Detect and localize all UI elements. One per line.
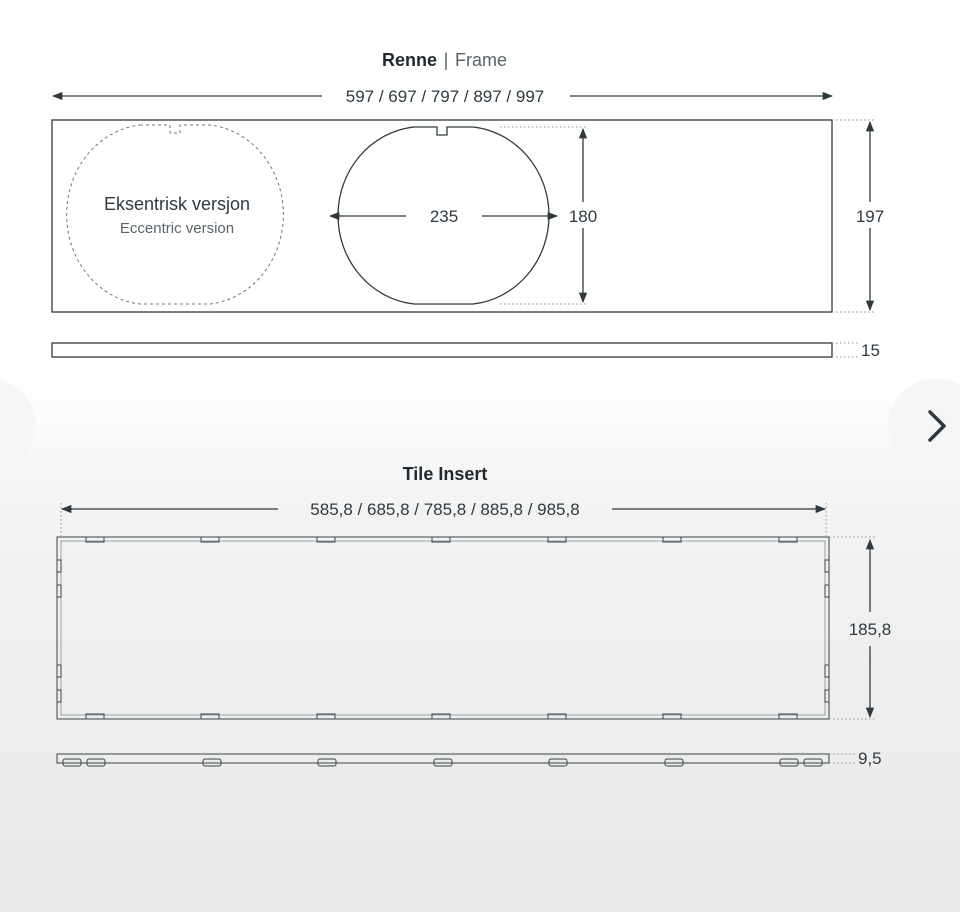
frame-title xyxy=(382,50,507,70)
insert-side-clip xyxy=(57,585,61,597)
opening-width-label: 235 xyxy=(429,207,459,226)
insert-side-clip xyxy=(825,690,829,702)
insert-title: Tile Insert xyxy=(402,464,488,484)
insert-side-clip xyxy=(825,665,829,677)
opening-height-label: 180 xyxy=(568,207,598,226)
insert-side-clip xyxy=(825,560,829,572)
frame-side-profile xyxy=(52,343,832,357)
frame-title-main: Renne xyxy=(381,50,437,70)
frame-width-label: 597 / 697 / 797 / 897 / 997 xyxy=(345,87,545,106)
eccentric-opening-outline xyxy=(67,125,284,304)
insert-side-clip xyxy=(825,585,829,597)
frame-title-separator: | xyxy=(443,50,449,70)
insert-side-clip xyxy=(57,690,61,702)
frame-thickness-label: 15 xyxy=(861,341,880,360)
insert-side-clip xyxy=(57,665,61,677)
eccentric-label: Eksentrisk versjon xyxy=(103,194,251,214)
insert-tray xyxy=(57,537,829,719)
insert-width-label: 585,8 / 685,8 / 785,8 / 885,8 / 985,8 xyxy=(310,500,580,519)
frame-height-label: 197 xyxy=(855,207,885,226)
insert-side-clip xyxy=(57,560,61,572)
eccentric-sublabel: Eccentric version xyxy=(119,220,235,237)
insert-tray-inner xyxy=(61,541,825,715)
insert-thickness-label: 9,5 xyxy=(858,749,882,768)
insert-clips xyxy=(57,537,829,719)
chevron-right-icon[interactable] xyxy=(922,408,952,444)
frame-title-alt: Frame xyxy=(455,50,508,70)
insert-height-label: 185,8 xyxy=(848,620,892,639)
